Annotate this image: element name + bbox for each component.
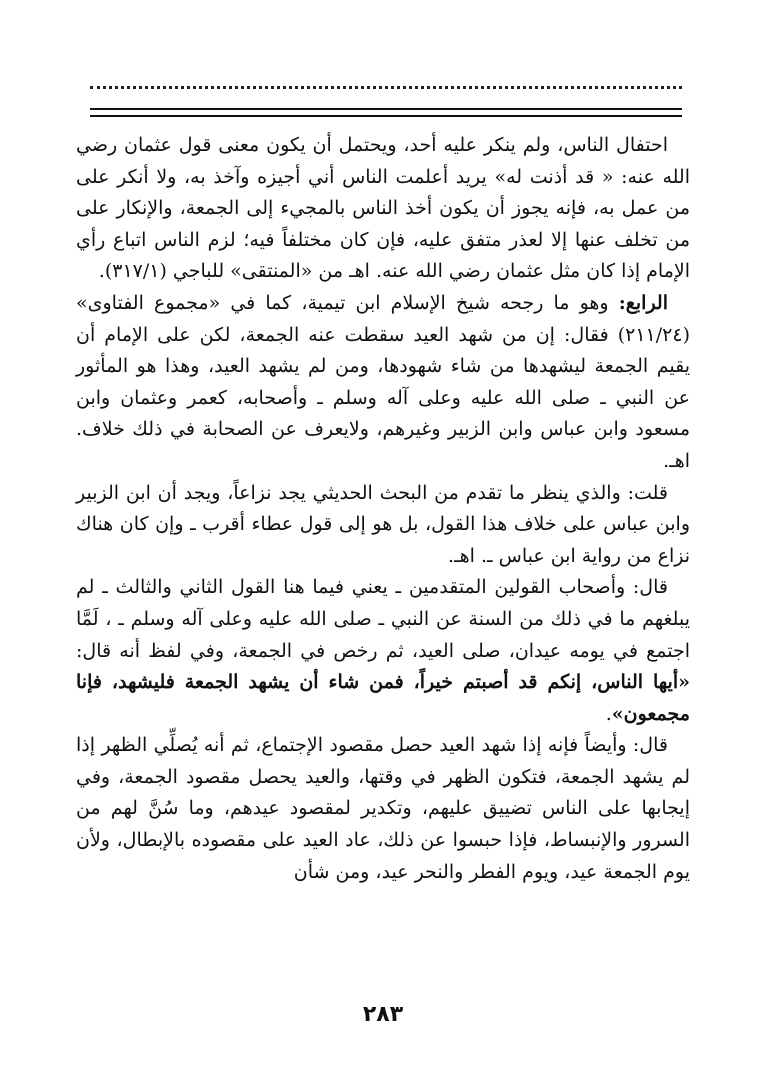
paragraph-4-text: قال: وأصحاب القولين المتقدمين ـ يعني فيما هنا القول الثاني والثالث ـ لم يبلغهم ما في ذلك من السنة عن النبي ـ صلى الله عليه وعلى آله وسلم ـ ، لَمَّا اجتمع في يومه عيدان، صلى العيد، ثم رخص في الجمعة، وفي لفظ أنه قال: — [76, 576, 690, 662]
hadith-quote: «أيها الناس، إنكم قد أصبتم خيراً، فمن شاء أن يشهد الجمعة فليشهد، فإنا مجمعون» — [76, 671, 690, 725]
paragraph-4-tail: . — [605, 702, 612, 725]
paragraph-3-text: قلت: والذي ينظر ما تقدم من البحث الحديثي يجد نزاعاً، ويجد أن ابن الزبير وابن عباس على خلاف هذا القول، بل هو إلى قول عطاء أقرب ـ وإن كان هناك نزاع من رواية ابن عباس ـ. اهـ. — [76, 481, 690, 567]
paragraph-5 — [76, 730, 690, 888]
page-number: ٢٨٣ — [362, 1002, 404, 1027]
paragraph-1 — [76, 130, 690, 288]
body-text — [76, 130, 690, 888]
header-double-rule — [90, 108, 682, 117]
paragraph-2 — [76, 288, 690, 478]
paragraph-5-text: قال: وأيضاً فإنه إذا شهد العيد حصل مقصود الإجتماع، ثم أنه يُصلِّي الظهر إذا لم يشهد الجمعة، فتكون الظهر في وقتها، والعيد يحصل مقصود الجمعة، وفي إيجابها على الناس تضييق عليهم، وتكدير لمقصود عيدهم، وما سُنَّ لهم من السرور والإنبساط، فإذا حبسوا عن ذلك، عاد العيد على مقصوده بالإبطال، ولأن يوم الجمعة عيد، ويوم الفطر والنحر عيد، ومن شأن — [76, 734, 690, 883]
paragraph-3 — [76, 478, 690, 573]
paragraph-1-text: احتفال الناس، ولم ينكر عليه أحد، ويحتمل أن يكون معنى قول عثمان رضي الله عنه: « قد أذنت له» يريد أعلمت الناس أني أجيزه وآخذ به، ولا أنكر على من عمل به، فإنه يجوز أن يكون أخذ الناس بالمجيء إلى الجمعة، والإنكار على من تخلف عنها إلا لعذر متفق عليه، فإن كان مختلفاً فيه؛ لزم الناس اتباع رأي الإمام إذا كان مثل عثمان رضي الله عنه. اهـ من «المنتقى» للباجي (٣١٧/١). — [76, 134, 690, 283]
paragraph-2-lead: الرابع: — [618, 291, 668, 314]
header-dotted-rule — [90, 86, 682, 89]
paragraph-4 — [76, 572, 690, 730]
paragraph-2-text: وهو ما رجحه شيخ الإسلام ابن تيمية، كما في «مجموع الفتاوى» (٢١١/٢٤) فقال: إن من شهد العيد سقطت عنه الجمعة، لكن على الإمام أن يقيم الجمعة ليشهدها من شاء شهودها، ومن لم يشهد العيد، وهذا هو المأثور عن النبي ـ صلى الله عليه وعلى آله وسلم ـ وأصحابه، كعمر وعثمان وابن مسعود وابن عباس وابن الزبير وغيرهم، ولايعرف عن الصحابة في ذلك خلاف. اهـ. — [76, 291, 690, 472]
